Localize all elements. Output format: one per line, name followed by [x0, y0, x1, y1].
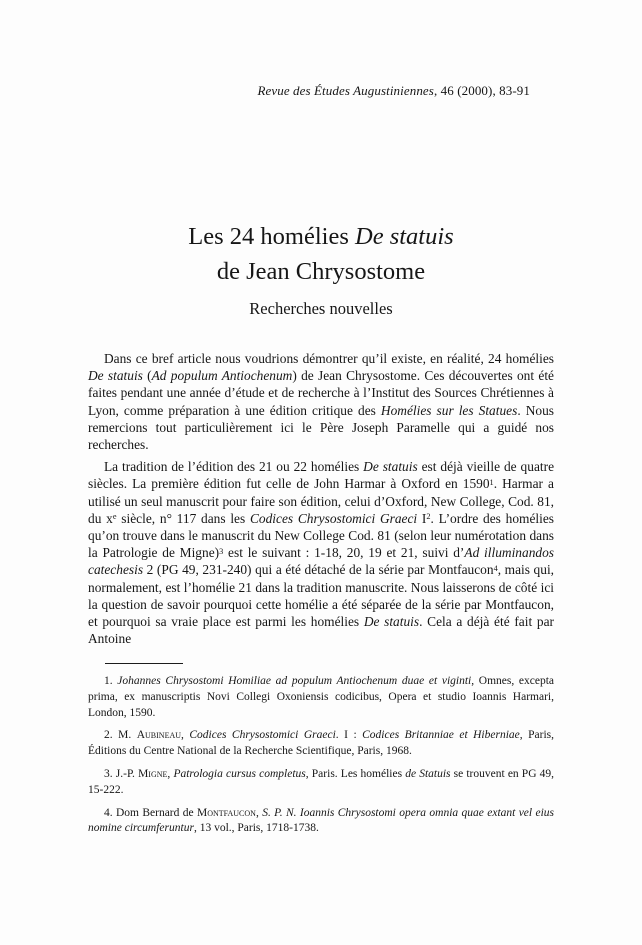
- article-body: [88, 350, 554, 647]
- article-title-line2: de Jean Chrysostome: [216, 258, 426, 285]
- article-title-block: [88, 219, 554, 319]
- article-title-line1: Les 24 homélies De statuis: [188, 223, 454, 250]
- footnote-2: 2. M. Aubineau, Codices Chrysostomici Graeci. I : Codices Britanniae et Hiberniae, Paris, Éditions du Centre National de la Recherche Scientifique, Paris, 1968.: [88, 729, 554, 758]
- footnote-1: 1. Johannes Chrysostomi Homiliae ad populum Antiochenum duae et viginti, Omnes, excepta prima, ex manuscriptis Novi Collegi Oxoniensis codicibus, Opera et studio Ioannis Harmari, London, 1590.: [88, 675, 554, 719]
- footnote-4: 4. Dom Bernard de Montfaucon, S. P. N. Ioannis Chrysostomi opera omnia quae extant vel eius nomine circumferuntur, 13 vol., Paris, 1718-1738.: [88, 806, 554, 835]
- body-paragraph-1: Dans ce bref article nous voudrions démontrer qu’il existe, en réalité, 24 homélies De statuis (Ad populum Antiochenum) de Jean Chrysostome. Ces découvertes ont été faites pendant une année d’étude et de recherche à l’Institut des Sources Chrétiennes à Lyon, comme préparation à une édition critique des Homélies sur les Statues. Nous remercions tout particulièrement ici le Père Joseph Paramelle qui a guidé nos recherches.: [88, 351, 555, 453]
- footnotes-section: [88, 663, 554, 844]
- footnote-3: 3. J.-P. Migne, Patrologia cursus completus, Paris. Les homélies de Statuis se trouvent en PG 49, 15-222.: [88, 767, 555, 796]
- body-paragraph-2: La tradition de l’édition des 21 ou 22 homélies De statuis est déjà vieille de quatre siècles. La première édition fut celle de John Harmar à Oxford en 1590$^1$. Harmar a utilisé un seul manuscrit pour faire son édition, celui d’Oxford, New College, Cod. 81, du $x^e$ siècle, n° 117 dans les Codices Chrysostomici Graeci $I^2$. L’ordre des homélies qu’on trouve dans le manuscrit du New College Cod. 81 (selon leur numérotation dans la Patrologie de Migne)$^3$ est le suivant : 1-18, 20, 19 et 21, suivi d’Ad illuminandos catechesis 2 (PG 49, 231-240) qui a été détaché de la série par Montfaucon$^4$, mais qui, normalement, est l’homélie 21 dans la tradition manuscrite. Nous laisserons de côté ici la question de savoir pourquoi cette homélie a été séparée de la série par Montfaucon, et pourquoi sa vraie place est parmi les homélies De statuis. Cela a déjà été fait par Antoine: [88, 459, 555, 647]
- footnote-separator: [105, 663, 183, 664]
- journal-title: Revue des Études Augustiniennes: [257, 83, 434, 98]
- journal-running-head: [88, 83, 530, 99]
- journal-citation: , 46 (2000), 83-91: [433, 83, 530, 98]
- article-subtitle: Recherches nouvelles: [249, 299, 393, 318]
